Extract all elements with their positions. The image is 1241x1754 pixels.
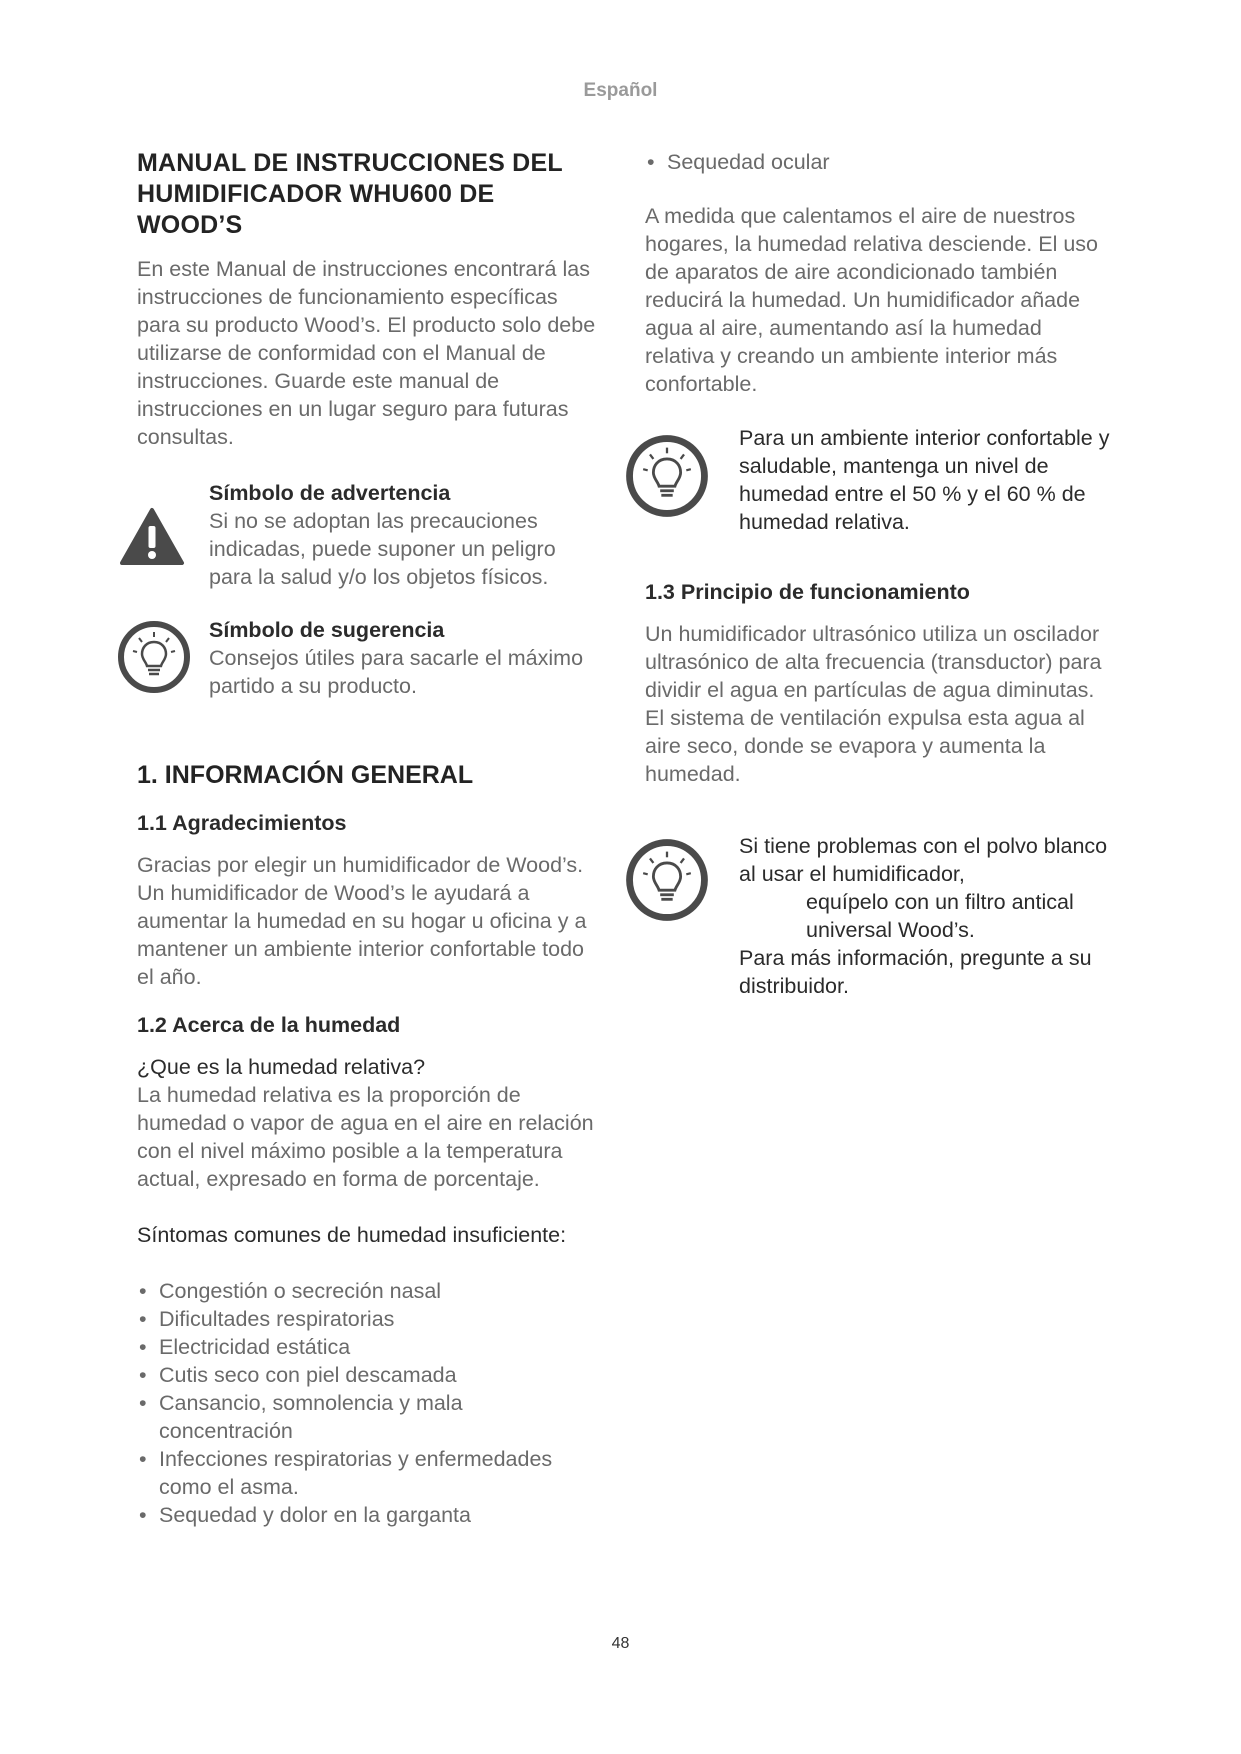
filter-tip-line-1: Si tiene problemas con el polvo blanco al usar el humidificador, [739,834,1108,886]
list-item: • Dificultades respiratorias [137,1305,597,1333]
list-item: • Sequedad ocular [645,148,1115,176]
right-column [645,148,1115,1000]
section-1-1-title: 1.1 Agradecimientos [137,811,347,835]
list-item: • Infecciones respiratorias y enfermedades como el asma. [137,1445,597,1501]
relative-humidity-definition: La humedad relativa es la proporción de humedad o vapor de agua en el aire en relación con el nivel máximo posible a la temperatura actual, expresado en forma de porcentaje. [137,1083,594,1191]
warning-symbol-text: Si no se adoptan las precauciones indicadas, puede suponer un peligro para la salud y/o los objetos físicos. [209,509,556,589]
tip-symbol-text: Consejos útiles para sacarle el máximo partido a su producto. [209,646,584,698]
intro-paragraph: En este Manual de instrucciones encontrará las instrucciones de funcionamiento específicas para su producto Wood’s. El producto solo debe utilizarse de conformidad con el Manual de instrucciones. Guarde este manual de instrucciones en un lugar seguro para futuras consultas. [137,257,596,449]
list-item: • Congestión o secreción nasal [137,1277,597,1305]
humidity-tip-text: Para un ambiente interior confortable y saludable, mantenga un nivel de humedad entre el 50 % y el 60 % de humedad relativa. [739,426,1110,534]
list-item: • Cutis seco con piel descamada [137,1361,597,1389]
tip-symbol-title: Símbolo de sugerencia [209,618,445,642]
manual-title: MANUAL DE INSTRUCCIONES DEL HUMIDIFICADOR WHU600 DE WOOD’S [137,149,563,239]
section-1-1-text: Gracias por elegir un humidificador de Wood’s. Un humidificador de Wood’s le ayudará a aumentar la humedad en su hogar u oficina y a mantener un ambiente interior confortable todo el año. [137,853,587,989]
warning-triangle-icon [119,507,185,572]
section-1-2-title: 1.2 Acerca de la humedad [137,1013,401,1037]
section-1-3-title: 1.3 Principio de funcionamiento [645,580,970,604]
symptoms-list [137,1277,597,1529]
tip-symbol-block [137,616,597,700]
page-number: 48 [611,1635,630,1652]
section-1-3-text: Un humidificador ultrasónico utiliza un oscilador ultrasónico de alta frecuencia (transductor) para dividir el agua en partículas de agua diminutas. El sistema de ventilación expulsa esta agua al aire seco, donde se evapora y aumenta la humedad. [645,622,1102,786]
lightbulb-icon [625,434,709,523]
filter-tip-block [645,832,1115,1000]
list-item: • Electricidad estática [137,1333,597,1361]
lightbulb-icon [625,838,709,927]
filter-tip-text [739,832,1115,1000]
left-column [137,148,597,1529]
section-1-title: 1. INFORMACIÓN GENERAL [137,761,474,789]
list-item: • Cansancio, somnolencia y mala concentración [137,1389,597,1445]
lightbulb-icon [117,620,191,699]
warning-symbol-block [137,479,597,591]
filter-tip-line-2: equípelo con un filtro antical universal Wood’s. [806,890,1074,942]
symptoms-list-continued [645,148,1115,176]
relative-humidity-question: ¿Que es la humedad relativa? [137,1055,426,1079]
filter-tip-line-3: Para más información, pregunte a su distribuidor. [739,946,1092,998]
warning-symbol-title: Símbolo de advertencia [209,481,451,505]
symptoms-title: Síntomas comunes de humedad insuficiente: [137,1223,567,1247]
language-header: Español [583,80,658,101]
list-item: • Sequedad y dolor en la garganta [137,1501,597,1529]
humidity-explanation: A medida que calentamos el aire de nuestros hogares, la humedad relativa desciende. El uso de aparatos de aire acondicionado también reducirá la humedad. Un humidificador añade agua al aire, aumentando así la humedad relativa y creando un ambiente interior más confortable. [645,204,1098,396]
humidity-tip-block [645,424,1115,536]
